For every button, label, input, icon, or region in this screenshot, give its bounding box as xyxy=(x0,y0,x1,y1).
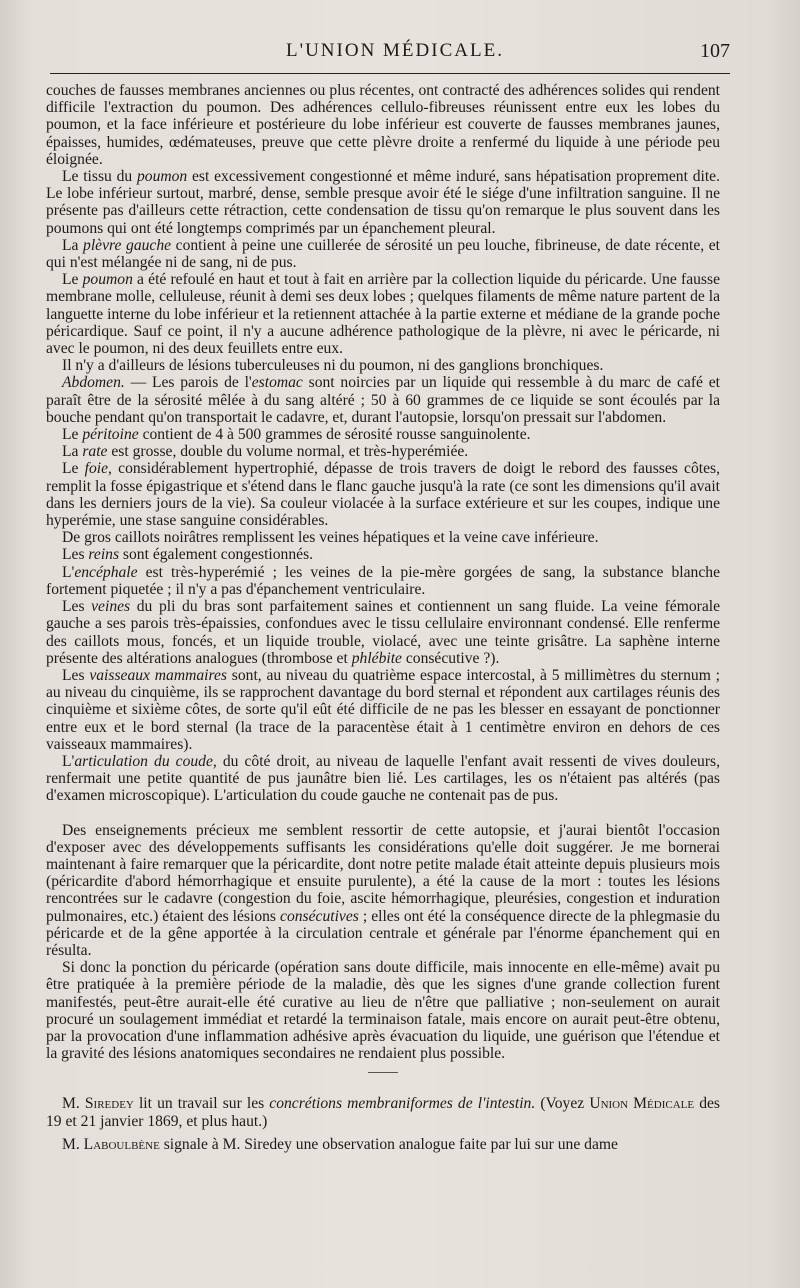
paragraph xyxy=(46,460,720,529)
text: contient de 4 à 500 grammes de sérosité rousse sanguinolente. xyxy=(138,426,531,444)
speaker-name: M. Siredey xyxy=(62,1095,134,1113)
text: Le xyxy=(62,426,83,444)
text: est excessivement congestionné et même induré, sans hépatisation proprement dite. Le lobe inférieur surtout, marbré, dense, semble presque avoir été le siége d'une infiltration sanguine. Il ne présente pas d'ailleurs cette rétraction, cette condensation de tissu qu'on remarque le plus souvent dans les poumons qui ont été longtemps comprimés par un épanchement pleural. xyxy=(46,168,720,237)
text: Il n'y a d'ailleurs de lésions tuberculeuses ni du poumon, ni des ganglions bronchiques. xyxy=(62,357,604,375)
paragraph xyxy=(46,959,720,1062)
text: signale à M. Siredey une observation analogue faite par lui sur une dame xyxy=(159,1135,618,1153)
italic-term: encéphale xyxy=(74,563,138,581)
italic-term: consécutives xyxy=(280,907,359,925)
text: Le tissu du xyxy=(62,168,137,186)
paragraph xyxy=(46,443,720,460)
italic-term: veines xyxy=(91,598,131,616)
italic-term: poumon xyxy=(82,271,133,289)
journal-name: Union Médicale xyxy=(589,1095,695,1113)
paragraph xyxy=(46,598,720,667)
text: L' xyxy=(62,752,75,770)
text: Les xyxy=(62,546,89,564)
page-body xyxy=(46,82,720,1153)
italic-term: rate xyxy=(82,443,108,461)
text: La xyxy=(62,443,83,461)
italic-term: poumon xyxy=(136,168,188,186)
text: contient à peine une cuillerée de sérosité un peu louche, fibrineuse, de date récente, et qui n'est mélangée ni de sang, ni de pus. xyxy=(46,236,721,272)
paragraph xyxy=(46,426,720,443)
italic-term: reins xyxy=(88,546,120,564)
italic-term: vaisseaux mammaires xyxy=(89,666,227,684)
proceedings-paragraph xyxy=(46,1136,720,1153)
page-number: 107 xyxy=(700,40,730,62)
text: — Les parois de l' xyxy=(124,374,252,392)
paragraph xyxy=(46,357,720,374)
text: Les xyxy=(62,598,92,616)
text: est grosse, double du volume normal, et très-hyperémiée. xyxy=(107,443,469,461)
paragraph xyxy=(46,374,720,426)
paragraph xyxy=(46,564,720,598)
paragraph-text: couches de fausses membranes anciennes ou plus récentes, ont contracté des adhérences solides qui rendent difficile l'extraction du poumon. Des adhérences cellulo-fibreuses réunissent entre eux les lobes du poumon, et la face inférieure et postérieure du lobe inférieur est couverte de fausses membranes jaunes, épaisses, humides, œdémateuses, preuve que cette plèvre droite a renfermé du liquide à une période peu éloignée. xyxy=(46,82,720,168)
text: consécutive ?). xyxy=(401,649,500,667)
text: Le xyxy=(62,271,83,289)
proceedings-paragraph xyxy=(46,1095,720,1129)
italic-term: articulation du coude xyxy=(74,752,213,770)
text: Les xyxy=(62,666,90,684)
italic-term: phlébite xyxy=(351,649,402,667)
italic-term: estomac xyxy=(251,374,303,392)
paragraph xyxy=(46,546,720,563)
text: Si donc la ponction du péricarde (opération sans doute difficile, mais innocente en elle-même) avait pu être pratiquée à la première période de la maladie, dès que les signes d'une grande collection furent manifestés, peut-être aurait-elle été curative au lieu de n'être que palliative ; non-seulement on aurait procuré un soulagement immédiat et retardé la terminaison fatale, mais encore on aurait peut-être obtenu, par la provocation d'une inflammation adhésive après évacuation du liquide, une guérison que l'étendue et la gravité des lésions anatomiques secondaires ne rendaient plus possible. xyxy=(46,959,720,1063)
text: du pli du bras sont parfaitement saines et contiennent un sang fluide. La veine fémorale gauche a ses parois très-épaissies, confondues avec le tissu cellulaire environnant condensé. Elle renferme des caillots mous, foncés, et un liquide trouble, violacé, avec une teinte grisâtre. La saphène interne présente des altérations analogues (thrombose et xyxy=(46,598,720,667)
text: sont noircies par un liquide qui ressemble à du marc de café et paraît être de la sérosité mêlée à du sang altéré ; 50 à 60 grammes de ce liquide se sont écoulés par la bouche pendant qu'on transportait le cadavre, et, durant l'autopsie, lorsqu'on pressait sur l'abdomen. xyxy=(46,374,720,426)
paragraph xyxy=(46,753,720,805)
italic-term: péritoine xyxy=(82,426,139,444)
text: sont, au niveau du quatrième espace intercostal, à 5 millimètres du sternum ; au niveau du cinquième, ils se rapprochent davantage du bord sternal et répondent aux cartilages réunis des cinquième et sixième côtes, de sorte qu'il eût été difficile de ne pas les blesser en essayant de ponctionner entre eux et le bord sternal (la trace de la paracentèse était à 1 centimètre environ en dehors de ces vaisseaux mammaires). xyxy=(46,666,721,753)
running-title: L'UNION MÉDICALE. xyxy=(286,40,504,61)
section-label: Abdomen. xyxy=(62,374,125,392)
text: Des enseignements précieux me semblent ressortir de cette autopsie, et j'aurai bientôt l'occasion d'exposer avec des développements suffisants les considérations qu'elle doit suggérer. Je me bornerai maintenant à faire remarquer que la péricardite, dont notre petite malade était atteinte depuis plusieurs mois (péricardite d'abord hémorrhagique et ensuite purulente), a été la cause de la mort : toutes les lésions rencontrées sur le cadavre (congestion du foie, ascite hémorrhagique, pleurésies, congestion et induration pulmonaires, etc.) étaient des lésions xyxy=(46,821,720,925)
italic-term: plèvre gauche xyxy=(83,236,172,254)
text: des 19 et 21 janvier 1869, et plus haut.) xyxy=(46,1095,720,1130)
paragraph xyxy=(46,82,720,168)
paragraph xyxy=(46,667,720,753)
paragraph xyxy=(46,237,720,271)
section-separator xyxy=(368,1072,398,1073)
page-header xyxy=(60,40,730,68)
text: a été refoulé en haut et tout à fait en arrière par la collection liquide du péricarde. Une fausse membrane molle, celluleuse, réunit à demi ses deux lobes ; quelques filaments de même nature partent de la languette interne du lobe inférieur et la retiennent attachée à la partie externe et médiane de la grande poche péricardique. Sauf ce point, il n'y a aucune adhérence pathologique de la plèvre, ni avec le péricarde, ni avec le poumon, ni des deux feuillets entre eux. xyxy=(46,271,720,358)
speaker-name: M. Laboulbène xyxy=(62,1135,160,1153)
paragraph xyxy=(46,168,720,237)
text: ; elles ont été la conséquence directe de la phlegmasie du péricarde et de la gêne apportée à la circulation centrale et générale par l'énorme épanchement qui en résulta. xyxy=(46,907,721,959)
text: Le xyxy=(62,460,85,478)
text: , considérablement hypertrophié, dépasse de trois travers de doigt le rebord des fausses côtes, remplit la fosse épigastrique et s'étend dans le flanc gauche jusqu'à la rate (ce sont les dimensions qu'il avait dans les derniers jours de la vie). Sa couleur violacée à la surface extérieure et sur les coupes, indique une hyperémie, une stase sanguine considérables. xyxy=(46,460,720,530)
paragraph xyxy=(46,271,720,357)
header-rule xyxy=(50,73,730,74)
text: lit un travail sur les xyxy=(133,1095,270,1113)
paragraph xyxy=(46,529,720,546)
text: est très-hyperémié ; les veines de la pie-mère gorgées de sang, la substance blanche fortement piquetée ; il n'y a pas d'épanchement ventriculaire. xyxy=(46,563,720,598)
text: De gros caillots noirâtres remplissent les veines hépatiques et la veine cave inférieure. xyxy=(62,529,599,547)
text: (Voyez xyxy=(535,1095,590,1113)
text: sont également congestionnés. xyxy=(119,546,314,564)
paragraph xyxy=(46,822,720,960)
italic-term: foie xyxy=(84,460,109,478)
text: La xyxy=(62,236,84,254)
work-title: concrétions membraniformes de l'intestin. xyxy=(269,1095,536,1113)
text: , du côté droit, au niveau de laquelle l'enfant avait ressenti de vives douleurs, renfermait une petite quantité de pus jaunâtre bien lié. Les cartilages, les os n'étaient pas altérés (pas d'examen microscopique). L'articulation du coude gauche ne contenait pas de pus. xyxy=(46,752,720,805)
text: L' xyxy=(62,563,75,581)
